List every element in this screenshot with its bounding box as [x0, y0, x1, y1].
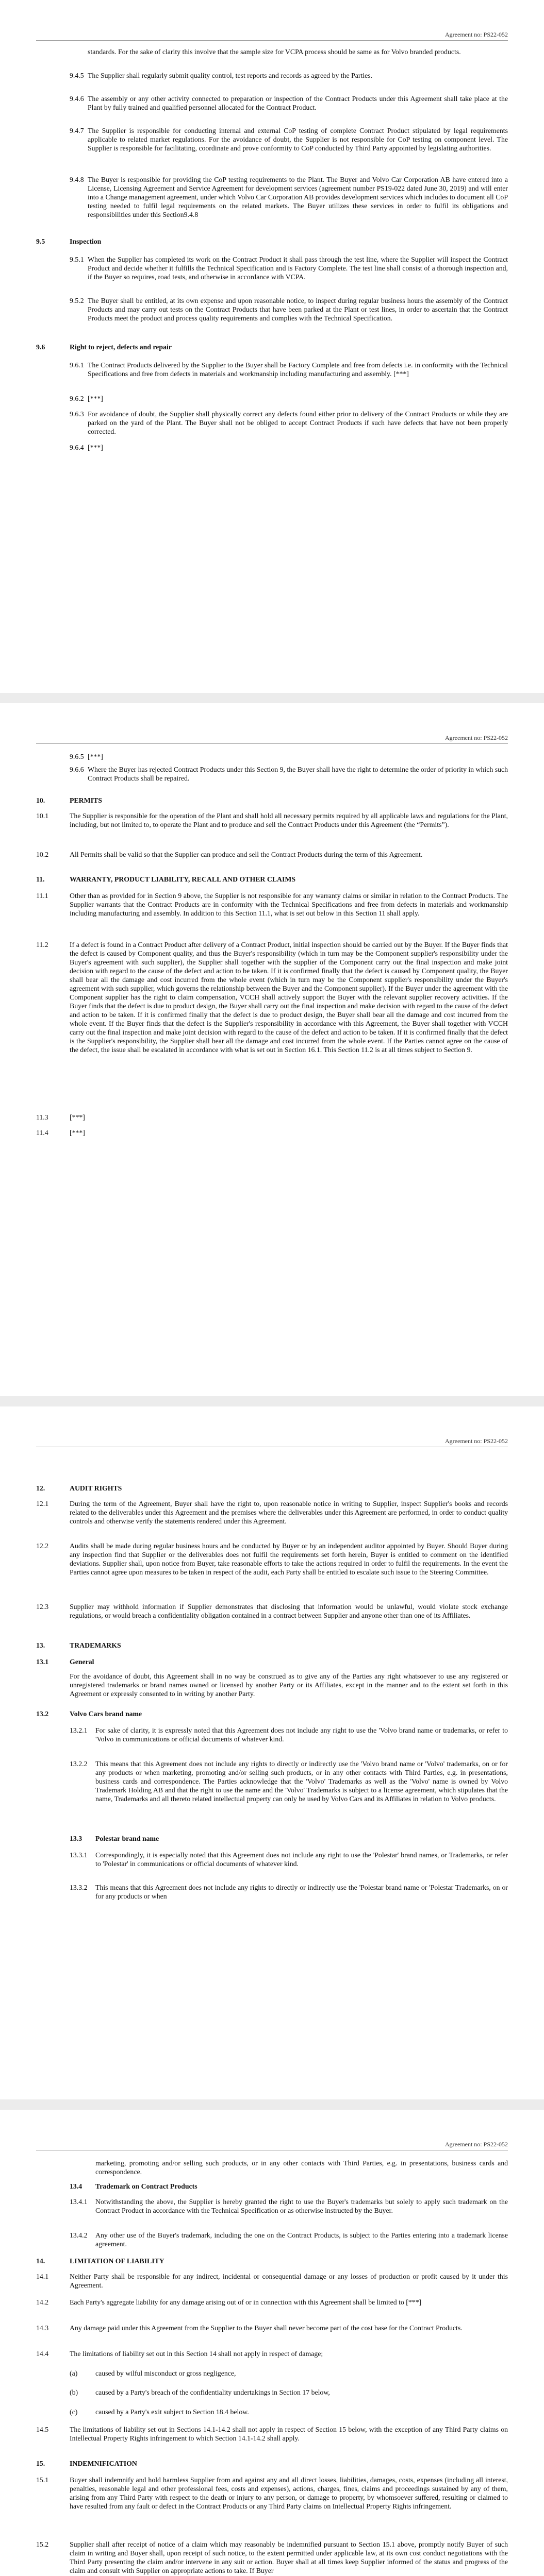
page-header: Agreement no: PS22-052 [445, 31, 508, 38]
clause-number: 9.5.2 [70, 297, 84, 304]
section-title: Right to reject, defects and repair [70, 343, 172, 351]
clause-text: For sake of clarity, it is expressly noted that this Agreement does not include any right to use the 'Volvo brand name or trademarks, or refer to 'Volvo in communications or official documents of whatever kind. [95, 1726, 508, 1743]
header-rule [36, 743, 508, 744]
clause-text: Any damage paid under this Agreement from the Supplier to the Buyer shall never become part of the cost base for the Contract Products. [70, 2324, 463, 2332]
header-rule [36, 40, 508, 41]
section-number: 13.2 [36, 1710, 49, 1718]
sub-item-text: caused by a Party's exit subject to Section 18.4 below. [95, 2408, 249, 2416]
clause-number: 14.5 [36, 2426, 49, 2433]
section-title: INDEMNIFICATION [70, 2460, 137, 2467]
clause-text: The Supplier shall regularly submit quality control, test reports and records as agreed by the Parties. [88, 72, 373, 79]
clause-text: The assembly or any other activity connected to preparation or inspection of the Contract Products under this Agreement shall take place at the Plant by fully trained and qualified personnel allocated for the Contract Product. [88, 95, 508, 111]
clause-text: The Buyer shall be entitled, at its own expense and upon reasonable notice, to inspect during regular business hours the assembly of the Contract Products and may carry out tests on the Contract Products that have been parked at the Plant or test lines, in order to ascertain that the Contract Products meet the product and process quality requirements and complies with the Technical Specification. [88, 297, 508, 322]
document-page-3 [0, 1406, 544, 2099]
clause-number: 13.2.2 [70, 1760, 88, 1768]
clause-number: 13.2.1 [70, 1726, 88, 1734]
section-number: 11. [36, 875, 45, 883]
sub-item-marker: (c) [70, 2408, 78, 2416]
section-title: AUDIT RIGHTS [70, 1484, 122, 1492]
section-title: LIMITATION OF LIABILITY [70, 2257, 164, 2265]
section-title: General [70, 1658, 94, 1666]
clause-text: Any other use of the Buyer's trademark, including the one on the Contract Products, is subject to the Parties entering into a trademark license agreement. [95, 2231, 508, 2248]
clause-text: Other than as provided for in Section 9 above, the Supplier is not responsible for any warranty claims or similar in relation to the Contract Products. The Supplier warrants that the Contract Products are in conformity with the Technical Specifications and free from defects in materials and workmanship including manufacturing and assembly. In addition to this Section 11.1, what is set out below in this Section 11 shall apply. [70, 892, 508, 917]
section-number: 15. [36, 2460, 45, 2467]
clause-text: All Permits shall be valid so that the Supplier can produce and sell the Contract Products during the term of this Agreement. [70, 851, 423, 858]
clause-number: 12.1 [36, 1500, 49, 1507]
section-title: WARRANTY, PRODUCT LIABILITY, RECALL AND OTHER CLAIMS [70, 875, 296, 883]
clause-text: [***] [70, 1113, 85, 1121]
clause-text: Buyer shall indemnify and hold harmless Supplier from and against any and all direct losses, liabilities, damages, costs, expenses (including all interest, penalties, reasonable legal and other professional fees, costs and expenses), actions, charges, fines, claims and proceedings sustained by any of them, arising from any Third Party with respect to the death or injury to any person, or damage to property, by whomsoever suffered, resulting or claimed to have resulted from any fault or defect in the Contract Products or any Third Party claims on Intellectual Property Rights infringement. [70, 2476, 508, 2510]
sub-item-marker: (a) [70, 2369, 78, 2377]
clause-number: 14.2 [36, 2298, 49, 2306]
clause-text: The limitations of liability set out in Sections 14.1-14.2 shall not apply in respect of Section 15 below, with the exception of any Third Party claims on Intellectual Property Rights infringement to which Section 14.1-14.2 shall apply. [70, 2426, 508, 2442]
clause-text: The limitations of liability set out in this Section 14 shall not apply in respect of damage; [70, 2350, 323, 2358]
clause-text: The Supplier is responsible for conducting internal and external CoP testing of complete Contract Product stipulated by legal requirements applicable to related market regulations. For the avoidance of doubt, the Supplier is not responsible for CoP testing on component level. The Supplier is responsible for facilitating, coordinate and prove conformity to CoP conducted by Third Party appointed by legislating authorities. [88, 127, 508, 152]
clause-text: [***] [88, 753, 103, 760]
section-title: TRADEMARKS [70, 1641, 121, 1649]
section-number: 13.4 [70, 2182, 83, 2190]
section-number: 13. [36, 1641, 45, 1649]
document-page-4 [0, 2110, 544, 2576]
clause-text: During the term of the Agreement, Buyer shall have the right to, upon reasonable notice in writing to Supplier, inspect Supplier's books and records related to the deliverables under this Agreement and the premises where the deliverables under this Agreement are performed, in order to conduct quality controls and otherwise verify the statements rendered under this Agreement. [70, 1500, 508, 1525]
clause-number: 10.1 [36, 812, 49, 820]
clause-number: 11.3 [36, 1113, 48, 1121]
clause-text: [***] [88, 395, 103, 402]
clause-text: The Supplier is responsible for the operation of the Plant and shall hold all necessary permits required by all applicable laws and regulations for the Plant, including, but not limited to, to operate the Plant and to produce and sell the Contract Products under this Agreement (the “Permits”). [70, 812, 508, 828]
section-number: 12. [36, 1484, 45, 1492]
clause-number: 15.1 [36, 2476, 49, 2484]
clause-text: Each Party's aggregate liability for any damage arising out of or in connection with this Agreement shall be limited to [***] [70, 2298, 422, 2306]
clause-number: 9.6.6 [70, 766, 84, 773]
clause-text: This means that this Agreement does not include any rights to directly or indirectly use the 'Volvo brand name or 'Volvo' trademarks, on or for any products or when marketing, promoting and/or selling such products, or in any other contacts with Third Parties, e.g. in presentations, business cards and correspondence. The Parties acknowledge that the 'Volvo' Trademarks as well as the 'Volvo' name is owned by Volvo Trademark Holding AB and that the right to use the name and the 'Volvo' Trademarks is subject to a license agreement, which stipulates that the name, Trademarks and all thereto related intellectual property can only be used by Volvo Cars and its Affiliates in relation to Volvo products. [95, 1760, 508, 1803]
sub-item-marker: (b) [70, 2388, 78, 2396]
section-number: 9.6 [36, 343, 45, 351]
clause-number: 11.2 [36, 941, 48, 948]
clause-text: Where the Buyer has rejected Contract Products under this Section 9, the Buyer shall have the right to determine the order of priority in which such Contract Products shall be repaired. [88, 766, 508, 782]
document-page-2 [0, 703, 544, 1396]
document-page-1 [0, 0, 544, 693]
clause-text: standards. For the sake of clarity this involve that the sample size for VCPA process should be same as for Volvo branded products. [88, 48, 461, 56]
clause-number: 11.4 [36, 1129, 48, 1137]
section-number: 13.1 [36, 1658, 49, 1666]
section-number: 14. [36, 2257, 45, 2265]
clause-number: 9.6.2 [70, 395, 84, 402]
clause-number: 9.4.8 [70, 176, 84, 183]
clause-number: 9.6.4 [70, 444, 84, 451]
clause-number: 9.4.6 [70, 95, 84, 103]
clause-text: Neither Party shall be responsible for any indirect, incidental or consequential damage or any losses of production or profit caused by it under this Agreement. [70, 2273, 508, 2289]
clause-number: 13.4.1 [70, 2198, 88, 2206]
clause-text: Supplier may withhold information if Supplier demonstrates that disclosing that information would be unlawful, would violate stock exchange regulations, or would breach a confidentiality obligation contained in a contract between Supplier and anyone other than one of its Affiliates. [70, 1603, 508, 1619]
clause-number: 9.6.3 [70, 410, 84, 418]
section-title: Trademark on Contract Products [95, 2182, 197, 2190]
clause-text: The Contract Products delivered by the Supplier to the Buyer shall be Factory Complete and free from defects i.e. in conformity with the Technical Specifications and free from defects in materials and workmanship including manufacturing and assembly. [***] [88, 361, 508, 378]
clause-text: Supplier shall after receipt of notice of a claim which may reasonably be indemnified pursuant to Section 15.1 above, promptly notify Buyer of such claim in writing and Buyer shall, upon receipt of such notice, to the extent permitted under applicable law, at its own cost conduct negotiations with the Third Party presenting the claim and/or intervene in any suit or action. Buyer shall at all times keep Supplier informed of the status and progress of the claim and consult with Supplier on appropriate actions to take. If Buyer [70, 2540, 508, 2574]
section-title: Volvo Cars brand name [70, 1710, 142, 1718]
clause-number: 9.4.5 [70, 72, 84, 79]
clause-text: Correspondingly, it is especially noted that this Agreement does not include any right to use the 'Polestar' brand names, or Trademarks, or refer to 'Polestar' in communications or official documents of whatever kind. [95, 1851, 508, 1868]
clause-number: 9.5.1 [70, 256, 84, 263]
clause-text: Audits shall be made during regular business hours and be conducted by Buyer or by an independent auditor appointed by Buyer. Should Buyer during any inspection find that Supplier or the deliverables does not fulfil the requirements set forth herein, Buyer is entitled to comment on the identified deviations. Supplier shall, upon notice from Buyer, take reasonable efforts to take the actions required in order to fulfil the requirements. In the event the Parties cannot agree upon measures to be taken in respect of the audit, each Party shall be entitled to escalate such issue to the Steering Committee. [70, 1542, 508, 1576]
clause-text: For the avoidance of doubt, this Agreement shall in no way be construed as to give any of the Parties any right whatsoever to use any registered or unregistered trademarks or brand names owned or licensed by another Party or its Affiliates, except in the manner and to the extent set forth in this Agreement or expressly consented to in writing by another Party. [70, 1672, 508, 1698]
page-header: Agreement no: PS22-052 [445, 734, 508, 741]
clause-text: Notwithstanding the above, the Supplier is hereby granted the right to use the Buyer's trademarks but solely to apply such trademark on the Contract Product in accordance with the Technical Specification or as otherwise instructed by the Buyer. [95, 2198, 508, 2214]
clause-number: 13.4.2 [70, 2231, 88, 2239]
section-number: 10. [36, 796, 45, 804]
section-title: Inspection [70, 238, 102, 245]
clause-number: 13.3.1 [70, 1851, 88, 1859]
section-number: 13.3 [70, 1835, 83, 1842]
clause-number: 12.2 [36, 1542, 49, 1550]
clause-text: [***] [70, 1129, 85, 1137]
clause-number: 14.1 [36, 2273, 49, 2280]
clause-text: [***] [88, 444, 103, 451]
clause-number: 9.4.7 [70, 127, 84, 134]
clause-number: 12.3 [36, 1603, 49, 1611]
clause-number: 14.3 [36, 2324, 49, 2332]
clause-number: 9.6.5 [70, 753, 84, 760]
sub-item-text: caused by a Party's breach of the confidentiality undertakings in Section 17 below, [95, 2388, 330, 2396]
clause-text: marketing, promoting and/or selling such products, or in any other contacts with Third Parties, e.g. in presentations, business cards and correspondence. [95, 2159, 508, 2176]
clause-number: 14.4 [36, 2350, 49, 2358]
clause-number: 15.2 [36, 2540, 49, 2548]
clause-text: The Buyer is responsible for providing the CoP testing requirements to the Plant. The Buyer and Volvo Car Corporation AB have entered into a License, Licensing Agreement and Service Agreement for development services (agreement number PS19-022 dated June 30, 2019) and will enter into a Change management agreement, under which Volvo Car Corporation AB provides development services which includes to document all CoP testing needed to fulfil legal requirements on the related markets. The Buyer utilizes these services in order to fulfil its obligations and responsibilities under this Section9.4.8 [88, 176, 508, 218]
clause-text: If a defect is found in a Contract Product after delivery of a Contract Product, initial inspection should be carried out by the Buyer. If the Buyer finds that the defect is caused by Component quality, and thus the Buyer's responsibility (which in turn may be the Component supplier's responsibility under the Buyer's agreement with such supplier), the Supplier shall together with the supplier of the Component carry out the final inspection and make joint decision with regard to the cause of the defect and action to be taken. If it is confirmed finally that the defect is caused by Component quality, the Buyer shall bear all the damage and cost incurred from the whole event (which in turn may be the Component supplier's responsibility under the Buyer's agreement with such supplier, which governs the relationship between the Buyer and the Component supplier). If the Buyer under the agreement with the Component supplier has the right to claim compensation, VCCH shall actively support the Buyer with the relevant supplier recovery activities. If the Buyer finds that the defect is due to product design, the Buyer shall carry out the final inspection and make decision with regard to the cause of the defect and action to be taken. If it is confirmed finally that the defect is due to product design, the Buyer shall bear all the damage and cost incurred from the whole event. If the Buyer finds that the defect is the Supplier's responsibility in accordance with this Agreement, the Buyer shall together with VCCH carry out the final inspection and make joint decision with regard to the cause of the defect and action to be taken. If it is confirmed finally that the defect is the Supplier's responsibility, the Supplier shall bear all the damage and cost incurred from the whole event. If the Parties cannot agree on the cause of the defect, the issue shall be escalated in accordance with what is set out in Section 16.1. This Section 11.2 is at all times subject to Section 9. [70, 941, 508, 1054]
clause-number: 13.3.2 [70, 1884, 88, 1891]
section-title: PERMITS [70, 796, 102, 804]
clause-text: For avoidance of doubt, the Supplier shall physically correct any defects found either prior to delivery of the Contract Products or while they are parked on the yard of the Plant. The Buyer shall not be obliged to accept Contract Products if such have defects that have not been properly corrected. [88, 410, 508, 435]
section-number: 9.5 [36, 238, 45, 245]
page-header: Agreement no: PS22-052 [445, 2141, 508, 2148]
clause-number: 9.6.1 [70, 361, 84, 369]
section-title: Polestar brand name [95, 1835, 159, 1842]
clause-number: 11.1 [36, 892, 48, 900]
clause-text: This means that this Agreement does not include any rights to directly or indirectly use the 'Polestar brand name or 'Polestar Trademarks, on or for any products or when [95, 1884, 508, 1900]
clause-number: 10.2 [36, 851, 49, 858]
clause-text: When the Supplier has completed its work on the Contract Product it shall pass through the test line, where the Supplier will inspect the Contract Product and decide whether it fulfills the Technical Specification and is Factory Complete. The test line shall consist of a thorough inspection and, if the Buyer so requires, road tests, and otherwise in accordance with VCPA. [88, 256, 508, 281]
sub-item-text: caused by wilful misconduct or gross negligence, [95, 2369, 236, 2377]
page-header: Agreement no: PS22-052 [445, 1437, 508, 1445]
